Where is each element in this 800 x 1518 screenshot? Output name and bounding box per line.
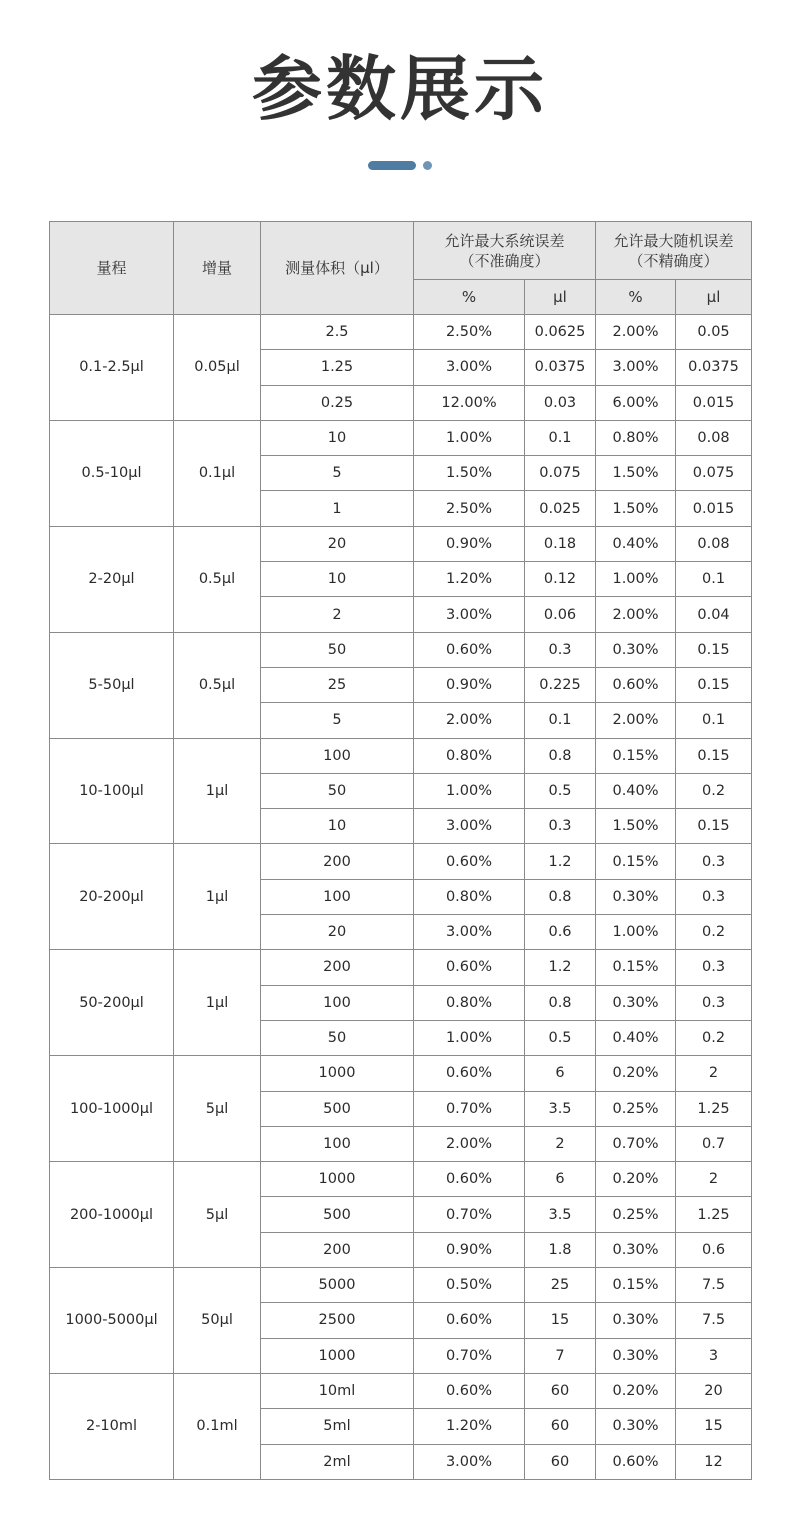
increment-cell: 0.1ml <box>174 1373 261 1479</box>
volume-cell: 100 <box>261 738 414 773</box>
random-percent-cell: 0.30% <box>596 985 676 1020</box>
systematic-ul-cell: 25 <box>525 1268 596 1303</box>
systematic-ul-cell: 0.075 <box>525 456 596 491</box>
table-row <box>50 1373 752 1408</box>
header-random-percent: % <box>596 280 676 315</box>
systematic-percent-cell: 0.60% <box>414 632 525 667</box>
volume-cell: 1000 <box>261 1162 414 1197</box>
systematic-percent-cell: 3.00% <box>414 350 525 385</box>
systematic-percent-cell: 1.50% <box>414 456 525 491</box>
systematic-ul-cell: 1.8 <box>525 1232 596 1267</box>
header-random-error <box>596 222 752 280</box>
random-percent-cell: 0.30% <box>596 1232 676 1267</box>
volume-cell: 20 <box>261 915 414 950</box>
systematic-ul-cell: 0.6 <box>525 915 596 950</box>
table-row <box>50 1056 752 1091</box>
volume-cell: 10 <box>261 420 414 455</box>
random-ul-cell: 15 <box>676 1409 752 1444</box>
systematic-percent-cell: 1.20% <box>414 1409 525 1444</box>
increment-cell: 5μl <box>174 1056 261 1162</box>
random-ul-cell: 0.04 <box>676 597 752 632</box>
systematic-ul-cell: 0.0625 <box>525 315 596 350</box>
systematic-percent-cell: 0.80% <box>414 738 525 773</box>
random-ul-cell: 0.3 <box>676 950 752 985</box>
volume-cell: 2ml <box>261 1444 414 1479</box>
volume-cell: 100 <box>261 985 414 1020</box>
systematic-ul-cell: 0.5 <box>525 1020 596 1055</box>
range-cell: 200-1000μl <box>50 1162 174 1268</box>
random-ul-cell: 1.25 <box>676 1197 752 1232</box>
random-percent-cell: 0.80% <box>596 420 676 455</box>
range-cell: 5-50μl <box>50 632 174 738</box>
systematic-ul-cell: 0.8 <box>525 985 596 1020</box>
random-percent-cell: 2.00% <box>596 315 676 350</box>
volume-cell: 500 <box>261 1197 414 1232</box>
random-ul-cell: 0.3 <box>676 985 752 1020</box>
volume-cell: 10ml <box>261 1373 414 1408</box>
random-percent-cell: 0.40% <box>596 526 676 561</box>
table-row <box>50 526 752 561</box>
volume-cell: 200 <box>261 950 414 985</box>
increment-cell: 50μl <box>174 1268 261 1374</box>
increment-cell: 0.5μl <box>174 632 261 738</box>
random-ul-cell: 0.015 <box>676 385 752 420</box>
header-systematic-ul: μl <box>525 280 596 315</box>
volume-cell: 50 <box>261 632 414 667</box>
range-cell: 100-1000μl <box>50 1056 174 1162</box>
title-divider <box>0 161 800 171</box>
systematic-percent-cell: 0.70% <box>414 1197 525 1232</box>
random-percent-cell: 0.60% <box>596 667 676 702</box>
volume-cell: 1000 <box>261 1056 414 1091</box>
table-row <box>50 315 752 350</box>
header-range: 量程 <box>50 222 174 315</box>
volume-cell: 20 <box>261 526 414 561</box>
systematic-percent-cell: 2.50% <box>414 315 525 350</box>
systematic-percent-cell: 3.00% <box>414 597 525 632</box>
systematic-ul-cell: 60 <box>525 1444 596 1479</box>
increment-cell: 0.1μl <box>174 420 261 526</box>
random-percent-cell: 0.30% <box>596 879 676 914</box>
random-ul-cell: 1.25 <box>676 1091 752 1126</box>
header-increment: 增量 <box>174 222 261 315</box>
random-percent-cell: 1.00% <box>596 562 676 597</box>
table-row <box>50 950 752 985</box>
random-ul-cell: 3 <box>676 1338 752 1373</box>
systematic-percent-cell: 3.00% <box>414 1444 525 1479</box>
range-cell: 50-200μl <box>50 950 174 1056</box>
volume-cell: 1000 <box>261 1338 414 1373</box>
systematic-percent-cell: 0.60% <box>414 1056 525 1091</box>
volume-cell: 100 <box>261 879 414 914</box>
header-volume: 测量体积（μl） <box>261 222 414 315</box>
header-systematic-title: 允许最大系统误差 <box>444 231 565 250</box>
volume-cell: 1 <box>261 491 414 526</box>
random-percent-cell: 0.40% <box>596 773 676 808</box>
range-cell: 1000-5000μl <box>50 1268 174 1374</box>
random-ul-cell: 0.015 <box>676 491 752 526</box>
random-ul-cell: 2 <box>676 1056 752 1091</box>
random-percent-cell: 1.50% <box>596 491 676 526</box>
volume-cell: 25 <box>261 667 414 702</box>
random-percent-cell: 0.60% <box>596 1444 676 1479</box>
random-percent-cell: 0.25% <box>596 1091 676 1126</box>
random-ul-cell: 0.2 <box>676 773 752 808</box>
systematic-ul-cell: 0.03 <box>525 385 596 420</box>
random-percent-cell: 6.00% <box>596 385 676 420</box>
systematic-ul-cell: 0.3 <box>525 809 596 844</box>
systematic-ul-cell: 6 <box>525 1162 596 1197</box>
random-percent-cell: 0.30% <box>596 1303 676 1338</box>
random-percent-cell: 3.00% <box>596 350 676 385</box>
random-ul-cell: 0.7 <box>676 1126 752 1161</box>
volume-cell: 5ml <box>261 1409 414 1444</box>
volume-cell: 10 <box>261 562 414 597</box>
random-percent-cell: 0.30% <box>596 1338 676 1373</box>
systematic-ul-cell: 0.5 <box>525 773 596 808</box>
increment-cell: 1μl <box>174 950 261 1056</box>
volume-cell: 0.25 <box>261 385 414 420</box>
systematic-percent-cell: 12.00% <box>414 385 525 420</box>
header-systematic-error <box>414 222 596 280</box>
random-ul-cell: 0.3 <box>676 844 752 879</box>
spec-table <box>49 221 752 1480</box>
random-percent-cell: 0.70% <box>596 1126 676 1161</box>
range-cell: 2-20μl <box>50 526 174 632</box>
systematic-ul-cell: 0.3 <box>525 632 596 667</box>
divider-bar <box>368 161 416 170</box>
systematic-ul-cell: 3.5 <box>525 1091 596 1126</box>
systematic-ul-cell: 0.18 <box>525 526 596 561</box>
volume-cell: 100 <box>261 1126 414 1161</box>
systematic-percent-cell: 3.00% <box>414 915 525 950</box>
random-ul-cell: 2 <box>676 1162 752 1197</box>
random-percent-cell: 0.30% <box>596 1409 676 1444</box>
random-ul-cell: 12 <box>676 1444 752 1479</box>
systematic-ul-cell: 60 <box>525 1373 596 1408</box>
systematic-ul-cell: 0.225 <box>525 667 596 702</box>
random-ul-cell: 0.08 <box>676 526 752 561</box>
random-ul-cell: 0.075 <box>676 456 752 491</box>
systematic-percent-cell: 1.20% <box>414 562 525 597</box>
volume-cell: 50 <box>261 773 414 808</box>
table-row <box>50 1268 752 1303</box>
volume-cell: 50 <box>261 1020 414 1055</box>
systematic-ul-cell: 7 <box>525 1338 596 1373</box>
volume-cell: 500 <box>261 1091 414 1126</box>
increment-cell: 1μl <box>174 844 261 950</box>
volume-cell: 10 <box>261 809 414 844</box>
random-percent-cell: 0.20% <box>596 1373 676 1408</box>
volume-cell: 2 <box>261 597 414 632</box>
systematic-ul-cell: 0.0375 <box>525 350 596 385</box>
random-ul-cell: 0.1 <box>676 562 752 597</box>
random-ul-cell: 0.15 <box>676 809 752 844</box>
random-ul-cell: 20 <box>676 1373 752 1408</box>
random-ul-cell: 0.15 <box>676 632 752 667</box>
systematic-percent-cell: 0.90% <box>414 1232 525 1267</box>
random-percent-cell: 0.30% <box>596 632 676 667</box>
systematic-percent-cell: 0.60% <box>414 950 525 985</box>
systematic-percent-cell: 0.80% <box>414 985 525 1020</box>
systematic-percent-cell: 0.60% <box>414 1162 525 1197</box>
volume-cell: 2500 <box>261 1303 414 1338</box>
systematic-ul-cell: 0.1 <box>525 420 596 455</box>
random-ul-cell: 0.2 <box>676 1020 752 1055</box>
systematic-percent-cell: 0.70% <box>414 1338 525 1373</box>
random-ul-cell: 0.08 <box>676 420 752 455</box>
systematic-ul-cell: 1.2 <box>525 844 596 879</box>
increment-cell: 0.05μl <box>174 315 261 421</box>
systematic-percent-cell: 1.00% <box>414 773 525 808</box>
systematic-percent-cell: 1.00% <box>414 420 525 455</box>
systematic-percent-cell: 0.60% <box>414 1303 525 1338</box>
random-ul-cell: 0.1 <box>676 703 752 738</box>
header-random-sub: （不精确度） <box>628 251 719 270</box>
systematic-ul-cell: 0.8 <box>525 879 596 914</box>
random-percent-cell: 1.50% <box>596 456 676 491</box>
random-percent-cell: 2.00% <box>596 703 676 738</box>
range-cell: 20-200μl <box>50 844 174 950</box>
random-percent-cell: 0.15% <box>596 738 676 773</box>
random-percent-cell: 0.25% <box>596 1197 676 1232</box>
spec-table-body <box>50 315 752 1480</box>
random-ul-cell: 0.0375 <box>676 350 752 385</box>
random-ul-cell: 0.3 <box>676 879 752 914</box>
random-percent-cell: 0.15% <box>596 844 676 879</box>
random-percent-cell: 0.15% <box>596 1268 676 1303</box>
table-row <box>50 844 752 879</box>
systematic-ul-cell: 0.12 <box>525 562 596 597</box>
systematic-percent-cell: 2.00% <box>414 1126 525 1161</box>
volume-cell: 200 <box>261 1232 414 1267</box>
systematic-ul-cell: 0.8 <box>525 738 596 773</box>
page-title: 参数展示 <box>252 48 548 130</box>
random-percent-cell: 0.15% <box>596 950 676 985</box>
random-percent-cell: 1.00% <box>596 915 676 950</box>
random-percent-cell: 0.20% <box>596 1162 676 1197</box>
systematic-ul-cell: 3.5 <box>525 1197 596 1232</box>
systematic-percent-cell: 0.60% <box>414 1373 525 1408</box>
systematic-ul-cell: 0.06 <box>525 597 596 632</box>
volume-cell: 5 <box>261 456 414 491</box>
divider-dot <box>423 161 432 170</box>
systematic-ul-cell: 2 <box>525 1126 596 1161</box>
header-systematic-sub: （不准确度） <box>459 251 550 270</box>
systematic-percent-cell: 1.00% <box>414 1020 525 1055</box>
range-cell: 0.5-10μl <box>50 420 174 526</box>
table-row <box>50 420 752 455</box>
volume-cell: 5000 <box>261 1268 414 1303</box>
systematic-ul-cell: 15 <box>525 1303 596 1338</box>
systematic-percent-cell: 0.90% <box>414 526 525 561</box>
increment-cell: 0.5μl <box>174 526 261 632</box>
random-ul-cell: 0.15 <box>676 667 752 702</box>
random-percent-cell: 0.20% <box>596 1056 676 1091</box>
random-percent-cell: 1.50% <box>596 809 676 844</box>
systematic-ul-cell: 60 <box>525 1409 596 1444</box>
systematic-ul-cell: 6 <box>525 1056 596 1091</box>
header-systematic-percent: % <box>414 280 525 315</box>
systematic-percent-cell: 0.70% <box>414 1091 525 1126</box>
volume-cell: 1.25 <box>261 350 414 385</box>
range-cell: 10-100μl <box>50 738 174 844</box>
table-row <box>50 1162 752 1197</box>
increment-cell: 1μl <box>174 738 261 844</box>
random-percent-cell: 0.40% <box>596 1020 676 1055</box>
random-ul-cell: 0.2 <box>676 915 752 950</box>
table-row <box>50 632 752 667</box>
random-ul-cell: 0.6 <box>676 1232 752 1267</box>
volume-cell: 2.5 <box>261 315 414 350</box>
range-cell: 0.1-2.5μl <box>50 315 174 421</box>
systematic-ul-cell: 0.025 <box>525 491 596 526</box>
table-row <box>50 738 752 773</box>
random-ul-cell: 0.05 <box>676 315 752 350</box>
random-ul-cell: 7.5 <box>676 1268 752 1303</box>
increment-cell: 5μl <box>174 1162 261 1268</box>
random-percent-cell: 2.00% <box>596 597 676 632</box>
systematic-percent-cell: 2.50% <box>414 491 525 526</box>
systematic-percent-cell: 0.90% <box>414 667 525 702</box>
random-ul-cell: 0.15 <box>676 738 752 773</box>
systematic-percent-cell: 0.60% <box>414 844 525 879</box>
systematic-percent-cell: 2.00% <box>414 703 525 738</box>
volume-cell: 200 <box>261 844 414 879</box>
header-random-ul: μl <box>676 280 752 315</box>
volume-cell: 5 <box>261 703 414 738</box>
range-cell: 2-10ml <box>50 1373 174 1479</box>
systematic-ul-cell: 1.2 <box>525 950 596 985</box>
random-ul-cell: 7.5 <box>676 1303 752 1338</box>
systematic-percent-cell: 0.80% <box>414 879 525 914</box>
systematic-percent-cell: 3.00% <box>414 809 525 844</box>
systematic-ul-cell: 0.1 <box>525 703 596 738</box>
header-random-title: 允许最大随机误差 <box>613 231 734 250</box>
systematic-percent-cell: 0.50% <box>414 1268 525 1303</box>
